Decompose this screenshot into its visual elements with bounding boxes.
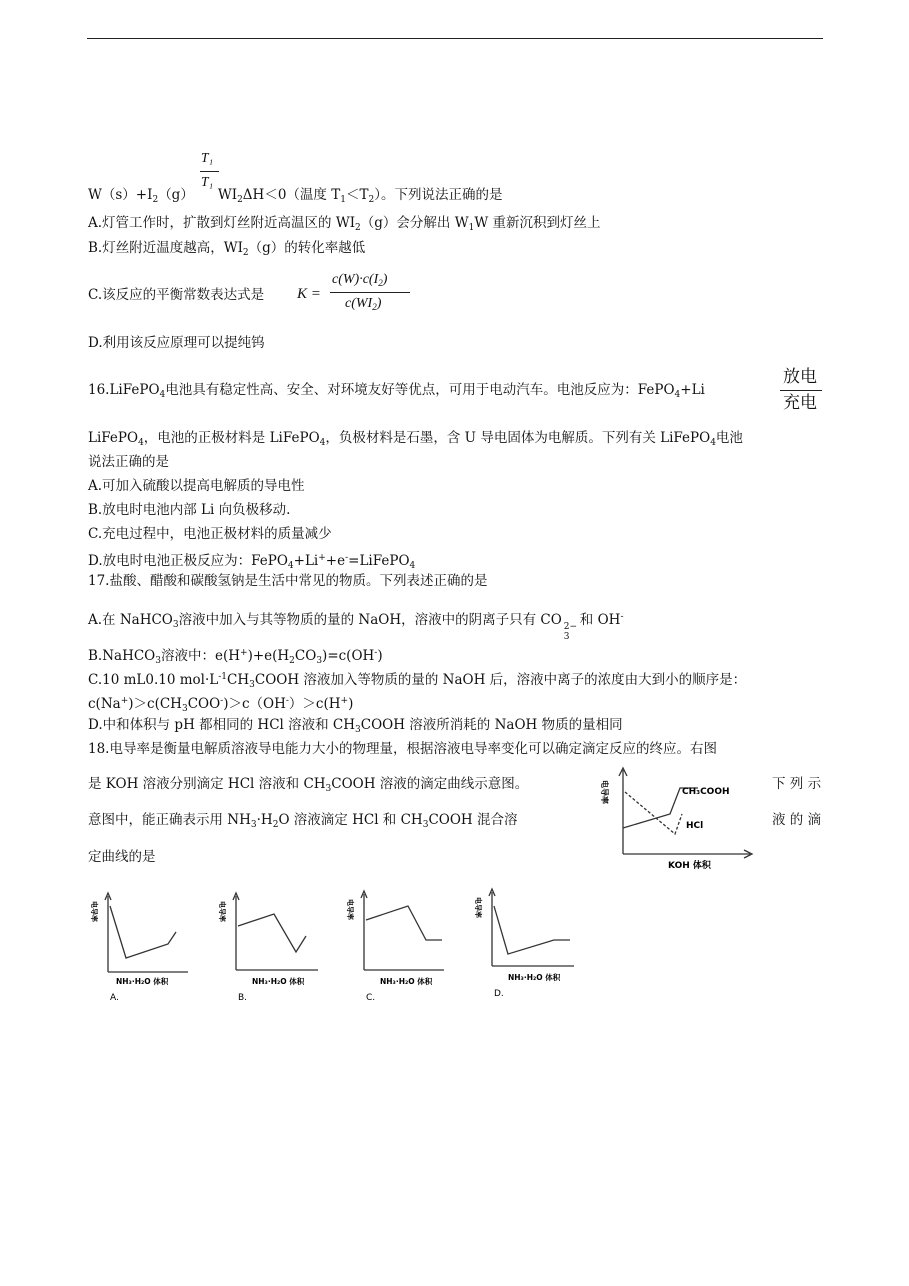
q15-option-a: A.灯管工作时，扩散到灯丝附近高温区的 $WI_2(g)$会分解出 $W_1W$ 重新沉积到灯丝上 <box>88 215 601 233</box>
discharge-label: 放电 <box>783 367 817 387</box>
q16-option-c: C.充电过程中，电池正极材料的质量减少 <box>88 526 332 542</box>
q16-option-a: A.可加入硫酸以提高电解质的导电性 <box>88 478 305 494</box>
hcl-curve <box>625 792 682 834</box>
label-d: D. <box>494 989 504 999</box>
xlabel-d: NH₃·H₂O 体积 <box>508 973 561 982</box>
ylabel-d: 电导率 <box>474 897 482 918</box>
label-b: B. <box>238 993 248 1003</box>
q15-option-b: B.灯丝附近温度越高，$WI_2(g)$的转化率越低 <box>88 240 366 258</box>
curve-c <box>366 906 442 940</box>
fraction-bar <box>200 171 219 172</box>
k-fraction-bar <box>330 292 410 293</box>
hcl-label: HCl <box>686 821 704 831</box>
q16-option-d: D.放电时电池正极反应为：FePO$_4$+Li++e-=LiFePO$_4$ <box>88 553 416 571</box>
xlabel-a: NH₃·H₂O 体积 <box>116 977 169 986</box>
xlabel-b: NH₃·H₂O 体积 <box>252 977 305 986</box>
curve-b <box>238 914 306 952</box>
reference-titration-graph <box>600 762 765 874</box>
option-graph-c <box>346 891 444 1003</box>
q18-stem-line2-right: 下 列 示 <box>772 776 822 792</box>
xlabel-c: NH₃·H₂O 体积 <box>380 977 433 986</box>
k-denominator: $c(WI_2)$ <box>345 296 382 312</box>
curve-a <box>110 906 176 958</box>
q17-stem: 17.盐酸、醋酸和碳酸氢钠是生活中常见的物质。下列表述正确的是 <box>88 573 488 589</box>
option-graph-b <box>218 893 318 1003</box>
label-c: C. <box>366 993 376 1003</box>
q15-stem: $W(s)+I_2(g)$ $WI_2\Delta H<0$（温度 $T_1<T_2$）。下列说法正确的是 <box>88 187 503 205</box>
q15-option-d: D.利用该反应原理可以提纯钨 <box>88 335 265 351</box>
charge-label: 充电 <box>783 393 817 413</box>
t1-numerator: T₁ <box>201 150 214 165</box>
ylabel-c: 电导率 <box>346 899 354 920</box>
q16-line2: LiFePO$_4$，电池的正极材料是 LiFePO$_4$，负极材料是石墨，含 U 导电固体为电解质。下列有关 LiFePO$_4$电池 <box>88 430 743 448</box>
label-a: A. <box>110 993 119 1003</box>
ylabel-a: 电导率 <box>90 901 98 922</box>
option-graph-d <box>474 889 574 999</box>
q17-option-d: D.中和体积与 pH 都相同的 HCl 溶液和 $CH_3COOH$ 溶液所消耗的 NaOH 物质的量相同 <box>88 717 623 735</box>
ch3cooh-label: CH₃COOH <box>682 787 730 797</box>
q16-option-b: B.放电时电池内部 Li 向负极移动. <box>88 502 291 518</box>
header-rule <box>87 38 823 39</box>
q18-stem-line4: 定曲线的是 <box>88 849 156 865</box>
q17-option-a: A.在 NaHCO$_3$溶液中加入与其等物质的量的 NaOH，溶液中的阴离子只有 CO 2− 3 和 OH- <box>88 612 624 642</box>
t1-denominator: T₁ <box>201 174 214 189</box>
q18-stem-line2: 是 KOH 溶液分别滴定 HCl 溶液和 $CH_3COOH$ 溶液的滴定曲线示意图。 <box>88 776 529 794</box>
q17-option-b: B.NaHCO$_3$溶液中：$e(H^+)+e(H_2CO_3)=c(OH^-)$ <box>88 648 383 666</box>
q18-stem-line1: 18.电导率是衡量电解质溶液导电能力大小的物理量，根据溶液电导率变化可以确定滴定反应的终应。右图 <box>88 741 717 757</box>
q18-stem-line3: 意图中，能正确表示用 $NH_3\cdot H_2O$ 溶液滴定 HCl 和 $CH_3COOH$ 混合溶 <box>88 812 518 830</box>
q16-stem: 16.LiFePO$_4$电池具有稳定性高、安全、对环境友好等优点，可用于电动汽车。电池反应为：FePO$_4$+Li <box>88 382 705 400</box>
option-graphs <box>88 884 588 1004</box>
q15-option-c: C.该反应的平衡常数表达式是 <box>88 287 265 303</box>
equilibrium-k: K = <box>297 286 321 302</box>
q18-stem-line3-right: 液 的 滴 <box>772 812 822 828</box>
q17-option-c-line1: C.10 mL0.10 $mol\cdot L^{-1}CH_3COOH$ 溶液加入等物质的量的 NaOH 后，溶液中离子的浓度由大到小的顺序是： <box>88 672 747 690</box>
ref-xlabel: KOH 体积 <box>668 861 711 871</box>
curve-d <box>494 906 570 954</box>
reaction-arrow-bar <box>780 390 822 391</box>
q16-line3: 说法正确的是 <box>88 454 169 470</box>
ref-ylabel: 电导率 <box>600 780 609 804</box>
q17-option-c-line2: $c(Na^+)>c(CH_3COO^-)>c(OH^-)>c(H^+)$ <box>88 696 354 714</box>
option-graph-a <box>90 893 188 1003</box>
k-numerator: $c(W)\cdot c(I_2)$ <box>332 272 388 288</box>
ylabel-b: 电导率 <box>218 901 226 922</box>
